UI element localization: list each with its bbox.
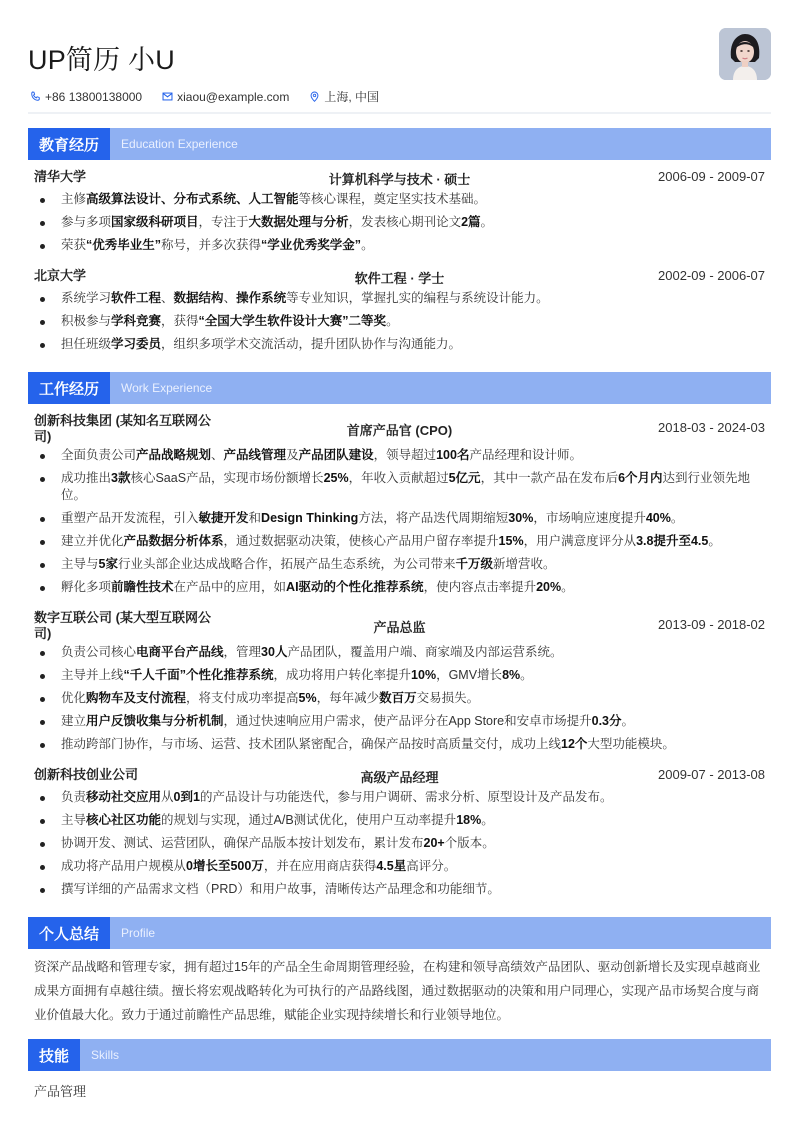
bullet-list bbox=[28, 444, 771, 599]
bullet-list bbox=[28, 641, 771, 756]
section-subtitle: Profile bbox=[121, 926, 156, 940]
resume-header bbox=[28, 0, 771, 114]
date-range: 2002-09 - 2006-07 bbox=[658, 268, 765, 283]
list-item: 参与多项国家级科研项目，专注于大数据处理与分析，发表核心期刊论文2篇。 bbox=[28, 211, 771, 234]
education-entry bbox=[28, 166, 771, 257]
list-item: 负责移动社交应用从0到1的产品设计与功能迭代，参与用户调研、需求分析、原型设计及产品发布。 bbox=[28, 786, 771, 809]
job-title: 首席产品官 (CPO) bbox=[346, 423, 453, 438]
entry-header bbox=[28, 166, 771, 188]
company-name: 创新科技集团 (某知名互联网公司) bbox=[34, 413, 211, 444]
list-item: 积极参与学科竞赛，获得“全国大学生软件设计大赛”二等奖。 bbox=[28, 310, 771, 333]
list-item: 担任班级学习委员，组织多项学术交流活动，提升团队协作与沟通能力。 bbox=[28, 333, 771, 356]
phone-number[interactable]: +86 13800138000 bbox=[45, 89, 143, 104]
list-item: 推动跨部门协作，与市场、运营、技术团队紧密配合，确保产品按时高质量交付，成功上线12个大型功能模块。 bbox=[28, 733, 771, 756]
email-address[interactable]: xiaou@example.com bbox=[177, 89, 290, 104]
date-range: 2018-03 - 2024-03 bbox=[658, 420, 765, 435]
list-item: 系统学习软件工程、数据结构、操作系统等专业知识，掌握扎实的编程与系统设计能力。 bbox=[28, 287, 771, 310]
candidate-name: UP简历 小U bbox=[28, 45, 175, 75]
bullet-list bbox=[28, 786, 771, 901]
work-entry bbox=[28, 410, 771, 599]
company-name: 创新科技创业公司 bbox=[34, 767, 139, 782]
list-item: 主修高级算法设计、分布式系统、人工智能等核心课程，奠定坚实技术基础。 bbox=[28, 188, 771, 211]
entry-header bbox=[28, 764, 771, 786]
list-item: 荣获“优秀毕业生”称号，并多次获得“学业优秀奖学金”。 bbox=[28, 234, 771, 257]
school-name: 北京大学 bbox=[34, 268, 87, 283]
list-item: 负责公司核心电商平台产品线，管理30人产品团队，覆盖用户端、商家端及内部运营系统。 bbox=[28, 641, 771, 664]
section-subtitle: Work Experience bbox=[121, 381, 213, 395]
avatar bbox=[719, 28, 771, 80]
work-entry bbox=[28, 607, 771, 756]
job-title: 高级产品经理 bbox=[360, 770, 439, 785]
education-entry bbox=[28, 265, 771, 356]
list-item: 优化购物车及支付流程，将支付成功率提高5%，每年减少数百万交易损失。 bbox=[28, 687, 771, 710]
company-name: 数字互联公司 (某大型互联网公司) bbox=[34, 610, 211, 641]
school-name: 清华大学 bbox=[34, 169, 87, 184]
section-subtitle: Skills bbox=[91, 1048, 120, 1062]
profile-summary: 资深产品战略和管理专家，拥有超过15年的产品全生命周期管理经验，在构建和领导高绩效产品团队、驱动创新增长及实现卓越商业成果方面拥有卓越往绩。擅长将宏观战略转化为可执行的产品路线图，通过数据驱动的决策和用户同理心，实现产品市场契合度与商业价值最大化。致力于通过前瞻性产品思维，赋能企业实现持续增长和行业领导地位。 bbox=[34, 960, 761, 1022]
skill-category: 产品管理 bbox=[34, 1084, 87, 1099]
date-range: 2013-09 - 2018-02 bbox=[658, 617, 765, 632]
major-degree: 软件工程 · 学士 bbox=[354, 271, 445, 286]
list-item: 重塑产品开发流程，引入敏捷开发和Design Thinking方法，将产品迭代周期缩短30%，市场响应速度提升40%。 bbox=[28, 507, 771, 530]
contact-phone bbox=[30, 88, 142, 105]
list-item: 主导并上线“千人千面”个性化推荐系统，成功将用户转化率提升10%，GMV增长8%。 bbox=[28, 664, 771, 687]
entry-header bbox=[28, 265, 771, 287]
location-text: 上海, 中国 bbox=[324, 90, 380, 104]
phone-icon bbox=[30, 91, 41, 102]
list-item: 主导核心社区功能的规划与实现，通过A/B测试优化，使用户互动率提升18%。 bbox=[28, 809, 771, 832]
major-degree: 计算机科学与技术 · 硕士 bbox=[328, 172, 471, 187]
section-subtitle: Education Experience bbox=[121, 137, 238, 151]
contact-email bbox=[162, 88, 289, 105]
section-title: 技能 bbox=[28, 1039, 80, 1071]
section-title: 工作经历 bbox=[28, 372, 110, 404]
list-item: 成功推出3款核心SaaS产品，实现市场份额增长25%，年收入贡献超过5亿元，其中一款产品在发布后6个月内达到行业领先地位。 bbox=[28, 467, 771, 507]
job-title: 产品总监 bbox=[373, 620, 426, 635]
list-item: 建立并优化产品数据分析体系，通过数据驱动决策，使核心产品用户留存率提升15%，用户满意度评分从3.8提升至4.5。 bbox=[28, 530, 771, 553]
contact-info bbox=[30, 88, 399, 105]
bullet-list bbox=[28, 287, 771, 356]
section-title: 教育经历 bbox=[28, 128, 110, 160]
list-item: 协调开发、测试、运营团队，确保产品版本按计划发布，累计发布20+个版本。 bbox=[28, 832, 771, 855]
list-item: 建立用户反馈收集与分析机制，通过快速响应用户需求，使产品评分在App Store和安卓市场提升0.3分。 bbox=[28, 710, 771, 733]
section-header-work bbox=[28, 372, 771, 404]
mail-icon bbox=[162, 91, 173, 102]
date-range: 2006-09 - 2009-07 bbox=[658, 169, 765, 184]
list-item: 全面负责公司产品战略规划、产品线管理及产品团队建设，领导超过100名产品经理和设计师。 bbox=[28, 444, 771, 467]
location-pin-icon bbox=[309, 91, 320, 102]
resume-page bbox=[28, 0, 771, 1100]
list-item: 孵化多项前瞻性技术在产品中的应用，如AI驱动的个性化推荐系统，使内容点击率提升20%。 bbox=[28, 576, 771, 599]
section-header-profile bbox=[28, 917, 771, 949]
bullet-list bbox=[28, 188, 771, 257]
list-item: 成功将产品用户规模从0增长至500万，并在应用商店获得4.5星高评分。 bbox=[28, 855, 771, 878]
avatar-portrait-icon bbox=[719, 28, 771, 80]
section-header-education bbox=[28, 128, 771, 160]
entry-header bbox=[28, 607, 771, 641]
section-title: 个人总结 bbox=[28, 917, 110, 949]
section-header-skills bbox=[28, 1039, 771, 1071]
list-item: 主导与5家行业头部企业达成战略合作，拓展产品生态系统，为公司带来千万级新增营收。 bbox=[28, 553, 771, 576]
date-range: 2009-07 - 2013-08 bbox=[658, 767, 765, 782]
entry-header bbox=[28, 410, 771, 444]
work-entry bbox=[28, 764, 771, 901]
contact-location bbox=[309, 88, 379, 105]
list-item: 撰写详细的产品需求文档（PRD）和用户故事，清晰传达产品理念和功能细节。 bbox=[28, 878, 771, 901]
